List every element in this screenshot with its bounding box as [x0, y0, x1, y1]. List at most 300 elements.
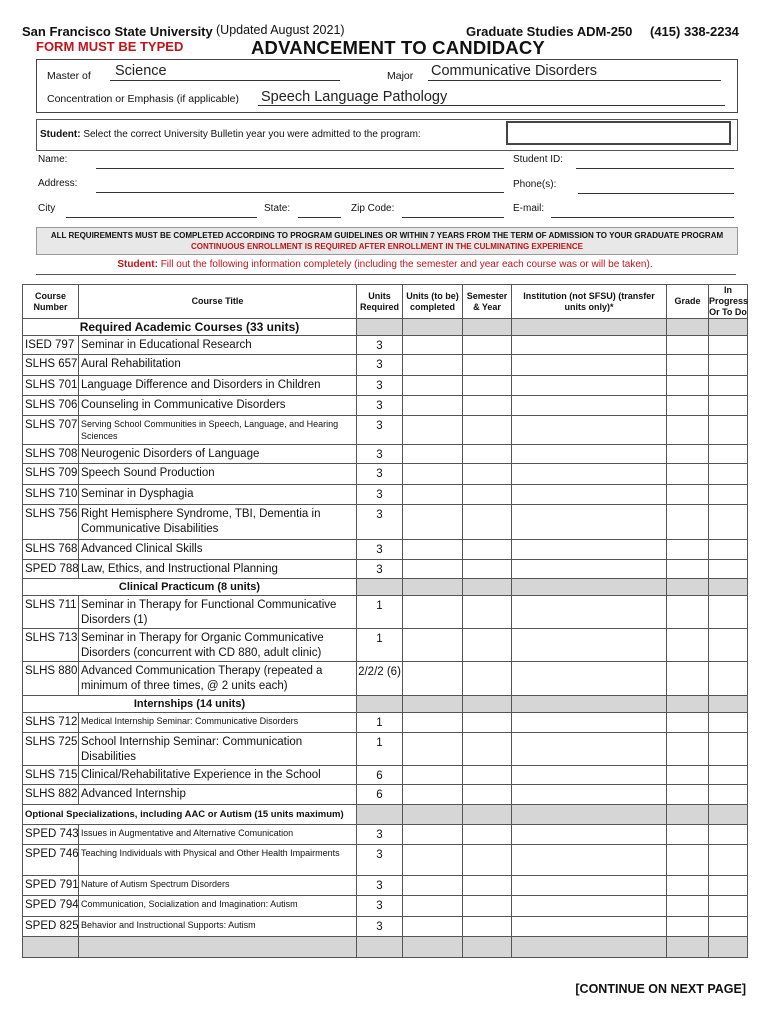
- office-phone: (415) 338-2234: [650, 24, 739, 39]
- units-required: 3: [357, 825, 403, 845]
- form-typed-warning: FORM MUST BE TYPED: [36, 39, 184, 54]
- section-title: Required Academic Courses (33 units): [23, 319, 357, 336]
- course-number: SPED 788: [23, 560, 79, 579]
- bulletin-instruction: [40, 129, 421, 140]
- course-title: Advanced Internship: [79, 785, 357, 805]
- zip-field[interactable]: [402, 202, 504, 218]
- course-title: School Internship Seminar: Communication Disabilities: [79, 733, 357, 766]
- course-row: [23, 733, 748, 766]
- units-completed-cell[interactable]: [403, 785, 463, 805]
- units-completed-cell[interactable]: [403, 845, 463, 876]
- grade-cell[interactable]: [667, 485, 709, 505]
- section-shaded-cell: [403, 579, 463, 596]
- course-row: [23, 376, 748, 396]
- course-number: SPED 746: [23, 845, 79, 876]
- grade-cell[interactable]: [667, 713, 709, 733]
- university-name: San Francisco State University: [22, 24, 213, 39]
- email-label: E-mail:: [513, 203, 545, 214]
- institution-cell[interactable]: [512, 733, 667, 766]
- course-number: SLHS 715: [23, 766, 79, 785]
- course-title: Issues in Augmentative and Alternative Comunication: [79, 825, 357, 845]
- units-completed-cell[interactable]: [403, 336, 463, 355]
- semester-year-cell[interactable]: [463, 629, 512, 662]
- section-shaded-cell: [709, 805, 748, 825]
- concentration-label: Concentration or Emphasis (if applicable): [47, 93, 240, 105]
- fill-text: Fill out the following information completely (including the semester and year each course was or will be taken).: [157, 259, 653, 270]
- state-field[interactable]: [298, 202, 341, 218]
- th-course-number: Course Number: [23, 285, 79, 319]
- course-number: SPED 791: [23, 876, 79, 896]
- in-progress-cell[interactable]: [709, 713, 748, 733]
- course-row: [23, 876, 748, 896]
- units-completed-cell[interactable]: [403, 560, 463, 579]
- in-progress-cell[interactable]: [709, 766, 748, 785]
- city-field[interactable]: [66, 202, 257, 218]
- section-shaded-cell: [403, 319, 463, 336]
- form-code: Graduate Studies ADM-250: [466, 24, 633, 39]
- course-row: [23, 845, 748, 876]
- course-row: [23, 596, 748, 629]
- course-number: SLHS 710: [23, 485, 79, 505]
- units-required: 1: [357, 733, 403, 766]
- semester-year-cell[interactable]: [463, 733, 512, 766]
- in-progress-cell[interactable]: [709, 896, 748, 917]
- form-title: ADVANCEMENT TO CANDIDACY: [251, 37, 545, 58]
- units-required: 3: [357, 505, 403, 540]
- in-progress-cell[interactable]: [709, 540, 748, 560]
- th-in-progress: In Progress Or To Do: [709, 285, 749, 317]
- section-shaded-cell: [357, 319, 403, 336]
- th-semester-year: Semester & Year: [463, 285, 512, 319]
- semester-year-cell[interactable]: [463, 336, 512, 355]
- course-row: [23, 825, 748, 845]
- student-id-label: Student ID:: [513, 154, 564, 165]
- name-field[interactable]: [96, 153, 504, 169]
- course-row: [23, 629, 748, 662]
- institution-cell[interactable]: [512, 416, 667, 445]
- institution-cell[interactable]: [512, 629, 667, 662]
- in-progress-cell[interactable]: [709, 662, 748, 696]
- bulletin-text: Select the correct University Bulletin year you were admitted to the program:: [80, 129, 421, 140]
- units-required: 6: [357, 785, 403, 805]
- institution-cell[interactable]: [512, 485, 667, 505]
- units-required: 3: [357, 416, 403, 445]
- institution-cell[interactable]: [512, 845, 667, 876]
- footer-shaded-cell: [667, 937, 709, 958]
- course-title: Counseling in Communicative Disorders: [79, 396, 357, 416]
- institution-cell[interactable]: [512, 445, 667, 464]
- section-row: [23, 696, 748, 713]
- course-number: SLHS 708: [23, 445, 79, 464]
- units-completed-cell[interactable]: [403, 629, 463, 662]
- semester-year-cell[interactable]: [463, 896, 512, 917]
- major-field[interactable]: [428, 63, 721, 81]
- requirements-notice: [36, 227, 738, 255]
- continue-note: [CONTINUE ON NEXT PAGE]: [575, 982, 746, 996]
- units-required: 3: [357, 560, 403, 579]
- section-shaded-cell: [709, 696, 748, 713]
- in-progress-cell[interactable]: [709, 336, 748, 355]
- section-shaded-cell: [463, 579, 512, 596]
- institution-cell[interactable]: [512, 896, 667, 917]
- course-row: [23, 485, 748, 505]
- in-progress-cell[interactable]: [709, 596, 748, 629]
- grade-cell[interactable]: [667, 845, 709, 876]
- section-row: [23, 319, 748, 336]
- units-required: 3: [357, 376, 403, 396]
- grade-cell[interactable]: [667, 416, 709, 445]
- course-row: [23, 355, 748, 376]
- table-footer-row: [23, 937, 748, 958]
- th-units-completed: Units (to be) completed: [403, 285, 463, 319]
- in-progress-cell[interactable]: [709, 845, 748, 876]
- units-completed-cell[interactable]: [403, 464, 463, 485]
- course-number: SLHS 711: [23, 596, 79, 629]
- semester-year-cell[interactable]: [463, 785, 512, 805]
- course-title: Law, Ethics, and Instructional Planning: [79, 560, 357, 579]
- institution-cell[interactable]: [512, 917, 667, 937]
- grade-cell[interactable]: [667, 560, 709, 579]
- units-completed-cell[interactable]: [403, 825, 463, 845]
- semester-year-cell[interactable]: [463, 713, 512, 733]
- state-label: State:: [264, 203, 291, 214]
- semester-year-cell[interactable]: [463, 416, 512, 445]
- in-progress-cell[interactable]: [709, 825, 748, 845]
- course-title: Seminar in Therapy for Functional Communicative Disorders (1): [79, 596, 357, 629]
- bulletin-prefix: Student:: [40, 129, 81, 140]
- institution-cell[interactable]: [512, 396, 667, 416]
- course-title: Advanced Communication Therapy (repeated a minimum of three times, @ 2 units each): [79, 662, 357, 696]
- city-label: City: [38, 203, 56, 214]
- units-required: 3: [357, 445, 403, 464]
- units-required: 3: [357, 917, 403, 937]
- section-shaded-cell: [357, 805, 403, 825]
- units-completed-cell[interactable]: [403, 876, 463, 896]
- course-number: SLHS 707: [23, 416, 79, 445]
- course-number: SLHS 756: [23, 505, 79, 540]
- phone-label: Phone(s):: [513, 179, 557, 190]
- section-shaded-cell: [667, 579, 709, 596]
- bulletin-year-field[interactable]: [506, 121, 731, 145]
- units-required: 3: [357, 396, 403, 416]
- course-title: Seminar in Educational Research: [79, 336, 357, 355]
- footer-shaded-cell: [403, 937, 463, 958]
- institution-cell[interactable]: [512, 766, 667, 785]
- semester-year-cell[interactable]: [463, 376, 512, 396]
- footer-shaded-cell: [463, 937, 512, 958]
- section-row: [23, 805, 748, 825]
- zip-label: Zip Code:: [351, 203, 395, 214]
- course-title: Neurogenic Disorders of Language: [79, 445, 357, 464]
- grade-cell[interactable]: [667, 896, 709, 917]
- institution-cell[interactable]: [512, 785, 667, 805]
- semester-year-cell[interactable]: [463, 540, 512, 560]
- grade-cell[interactable]: [667, 445, 709, 464]
- section-shaded-cell: [357, 696, 403, 713]
- course-title: Language Difference and Disorders in Children: [79, 376, 357, 396]
- section-shaded-cell: [357, 579, 403, 596]
- master-of-value: Science: [115, 63, 167, 79]
- th-institution: Institution (not SFSU) (transfer units only)*: [512, 285, 667, 319]
- course-row: [23, 540, 748, 560]
- grade-cell[interactable]: [667, 505, 709, 540]
- grade-cell[interactable]: [667, 766, 709, 785]
- grade-cell[interactable]: [667, 917, 709, 937]
- course-row: [23, 336, 748, 355]
- in-progress-cell[interactable]: [709, 464, 748, 485]
- updated-date: (Updated August 2021): [216, 23, 345, 37]
- units-required: 6: [357, 766, 403, 785]
- phone-field[interactable]: [578, 178, 734, 194]
- in-progress-cell[interactable]: [709, 416, 748, 445]
- in-progress-cell[interactable]: [709, 376, 748, 396]
- institution-cell[interactable]: [512, 596, 667, 629]
- semester-year-cell[interactable]: [463, 464, 512, 485]
- address-label: Address:: [38, 178, 78, 189]
- units-completed-cell[interactable]: [403, 733, 463, 766]
- units-completed-cell[interactable]: [403, 917, 463, 937]
- course-number: SLHS 880: [23, 662, 79, 696]
- course-number: SLHS 712: [23, 713, 79, 733]
- grade-cell[interactable]: [667, 355, 709, 376]
- semester-year-cell[interactable]: [463, 662, 512, 696]
- course-title: Aural Rehabilitation: [79, 355, 357, 376]
- units-completed-cell[interactable]: [403, 896, 463, 917]
- institution-cell[interactable]: [512, 662, 667, 696]
- course-row: [23, 766, 748, 785]
- units-completed-cell[interactable]: [403, 416, 463, 445]
- units-completed-cell[interactable]: [403, 766, 463, 785]
- grade-cell[interactable]: [667, 876, 709, 896]
- in-progress-cell[interactable]: [709, 396, 748, 416]
- in-progress-cell[interactable]: [709, 505, 748, 540]
- units-required: 2/2/2 (6): [357, 662, 403, 696]
- footer-shaded-cell: [23, 937, 79, 958]
- course-row: [23, 396, 748, 416]
- in-progress-cell[interactable]: [709, 876, 748, 896]
- grade-cell[interactable]: [667, 464, 709, 485]
- institution-cell[interactable]: [512, 464, 667, 485]
- semester-year-cell[interactable]: [463, 485, 512, 505]
- units-required: 3: [357, 336, 403, 355]
- course-row: [23, 445, 748, 464]
- units-required: 3: [357, 355, 403, 376]
- units-required: 3: [357, 845, 403, 876]
- course-row: [23, 464, 748, 485]
- institution-cell[interactable]: [512, 355, 667, 376]
- semester-year-cell[interactable]: [463, 396, 512, 416]
- units-completed-cell[interactable]: [403, 376, 463, 396]
- footer-shaded-cell: [357, 937, 403, 958]
- in-progress-cell[interactable]: [709, 733, 748, 766]
- semester-year-cell[interactable]: [463, 596, 512, 629]
- course-number: SLHS 657: [23, 355, 79, 376]
- section-shaded-cell: [709, 319, 748, 336]
- notice-line-2: CONTINUOUS ENROLLMENT IS REQUIRED AFTER ENROLLMENT IN THE CULMINATING EXPERIENCE: [190, 242, 583, 251]
- course-row: [23, 785, 748, 805]
- institution-cell[interactable]: [512, 376, 667, 396]
- master-of-field[interactable]: [110, 63, 340, 81]
- units-completed-cell[interactable]: [403, 505, 463, 540]
- course-row: [23, 560, 748, 579]
- section-title: Internships (14 units): [23, 696, 357, 713]
- section-shaded-cell: [512, 696, 667, 713]
- course-title: Communication, Socialization and Imagination: Autism: [79, 896, 357, 917]
- section-shaded-cell: [512, 319, 667, 336]
- semester-year-cell[interactable]: [463, 505, 512, 540]
- section-shaded-cell: [403, 805, 463, 825]
- in-progress-cell[interactable]: [709, 445, 748, 464]
- section-title: Clinical Practicum (8 units): [23, 579, 357, 596]
- course-number: SLHS 701: [23, 376, 79, 396]
- in-progress-cell[interactable]: [709, 485, 748, 505]
- institution-cell[interactable]: [512, 825, 667, 845]
- section-shaded-cell: [667, 319, 709, 336]
- units-required: 3: [357, 540, 403, 560]
- section-shaded-cell: [403, 696, 463, 713]
- grade-cell[interactable]: [667, 540, 709, 560]
- semester-year-cell[interactable]: [463, 876, 512, 896]
- course-row: [23, 662, 748, 696]
- course-row: [23, 896, 748, 917]
- units-required: 3: [357, 896, 403, 917]
- course-number: SLHS 713: [23, 629, 79, 662]
- semester-year-cell[interactable]: [463, 917, 512, 937]
- section-row: [23, 579, 748, 596]
- units-completed-cell[interactable]: [403, 713, 463, 733]
- address-field[interactable]: [96, 177, 504, 193]
- course-number: SLHS 768: [23, 540, 79, 560]
- units-completed-cell[interactable]: [403, 396, 463, 416]
- course-number: SLHS 706: [23, 396, 79, 416]
- fill-prefix: Student:: [117, 259, 158, 270]
- units-completed-cell[interactable]: [403, 445, 463, 464]
- grade-cell[interactable]: [667, 825, 709, 845]
- semester-year-cell[interactable]: [463, 845, 512, 876]
- footer-shaded-cell: [79, 937, 357, 958]
- section-shaded-cell: [709, 579, 748, 596]
- grade-cell[interactable]: [667, 596, 709, 629]
- course-title: Serving School Communities in Speech, Language, and Hearing Sciences: [79, 416, 357, 445]
- institution-cell[interactable]: [512, 876, 667, 896]
- course-row: [23, 917, 748, 937]
- th-grade: Grade: [667, 285, 709, 319]
- units-required: 1: [357, 596, 403, 629]
- course-number: SPED 794: [23, 896, 79, 917]
- section-shaded-cell: [463, 805, 512, 825]
- section-shaded-cell: [512, 579, 667, 596]
- semester-year-cell[interactable]: [463, 825, 512, 845]
- units-completed-cell[interactable]: [403, 662, 463, 696]
- semester-year-cell[interactable]: [463, 766, 512, 785]
- units-completed-cell[interactable]: [403, 596, 463, 629]
- major-label: Major: [387, 70, 414, 82]
- course-title: Speech Sound Production: [79, 464, 357, 485]
- course-table-body: [23, 319, 748, 958]
- course-row: [23, 416, 748, 445]
- units-completed-cell[interactable]: [403, 355, 463, 376]
- institution-cell[interactable]: [512, 336, 667, 355]
- notice-line-1: ALL REQUIREMENTS MUST BE COMPLETED ACCORDING TO PROGRAM GUIDELINES OR WITHIN 7 YEARS FROM THE TERM OF ADMISSION TO YOUR GRADUATE PROGRAM: [50, 231, 724, 240]
- institution-cell[interactable]: [512, 505, 667, 540]
- grade-cell[interactable]: [667, 785, 709, 805]
- in-progress-cell[interactable]: [709, 560, 748, 579]
- in-progress-cell[interactable]: [709, 355, 748, 376]
- section-shaded-cell: [667, 805, 709, 825]
- in-progress-cell[interactable]: [709, 785, 748, 805]
- name-label: Name:: [38, 154, 68, 165]
- course-table: [22, 284, 748, 958]
- student-id-field[interactable]: [576, 153, 734, 169]
- course-number: SLHS 709: [23, 464, 79, 485]
- course-row: [23, 713, 748, 733]
- course-title: Teaching Individuals with Physical and Other Health Impairments: [79, 845, 357, 876]
- units-required: 3: [357, 464, 403, 485]
- units-completed-cell[interactable]: [403, 485, 463, 505]
- course-title: Medical Internship Seminar: Communicative Disorders: [79, 713, 357, 733]
- in-progress-cell[interactable]: [709, 629, 748, 662]
- units-completed-cell[interactable]: [403, 540, 463, 560]
- course-title: Seminar in Therapy for Organic Communicative Disorders (concurrent with CD 880, adult clinic): [79, 629, 357, 662]
- footer-shaded-cell: [512, 937, 667, 958]
- in-progress-cell[interactable]: [709, 917, 748, 937]
- course-title: Behavior and Instructional Supports: Autism: [79, 917, 357, 937]
- section-shaded-cell: [667, 696, 709, 713]
- units-required: 3: [357, 485, 403, 505]
- th-course-title: Course Title: [79, 285, 357, 319]
- concentration-value: Speech Language Pathology: [261, 89, 448, 105]
- course-number: SLHS 725: [23, 733, 79, 766]
- institution-cell[interactable]: [512, 713, 667, 733]
- units-required: 1: [357, 713, 403, 733]
- course-row: [23, 505, 748, 540]
- semester-year-cell[interactable]: [463, 355, 512, 376]
- course-number: SPED 825: [23, 917, 79, 937]
- course-title: Advanced Clinical Skills: [79, 540, 357, 560]
- course-number: SPED 743: [23, 825, 79, 845]
- course-number: SLHS 882: [23, 785, 79, 805]
- grade-cell[interactable]: [667, 629, 709, 662]
- section-shaded-cell: [463, 319, 512, 336]
- grade-cell[interactable]: [667, 396, 709, 416]
- units-required: 1: [357, 629, 403, 662]
- course-number: ISED 797: [23, 336, 79, 355]
- fill-instructions: [0, 259, 770, 270]
- course-title: Seminar in Dysphagia: [79, 485, 357, 505]
- course-title: Right Hemisphere Syndrome, TBI, Dementia in Communicative Disabilities: [79, 505, 357, 540]
- grade-cell[interactable]: [667, 336, 709, 355]
- th-units-required: Units Required: [357, 285, 403, 319]
- master-of-label: Master of: [47, 70, 91, 82]
- concentration-field[interactable]: [258, 89, 725, 106]
- semester-year-cell[interactable]: [463, 560, 512, 579]
- table-header-row: [23, 285, 748, 319]
- semester-year-cell[interactable]: [463, 445, 512, 464]
- grade-cell[interactable]: [667, 376, 709, 396]
- course-title: Clinical/Rehabilitative Experience in the School: [79, 766, 357, 785]
- institution-cell[interactable]: [512, 560, 667, 579]
- course-title: Nature of Autism Spectrum Disorders: [79, 876, 357, 896]
- institution-cell[interactable]: [512, 540, 667, 560]
- units-required: 3: [357, 876, 403, 896]
- email-field[interactable]: [551, 202, 734, 218]
- divider: [36, 274, 736, 275]
- footer-shaded-cell: [709, 937, 748, 958]
- grade-cell[interactable]: [667, 662, 709, 696]
- section-shaded-cell: [512, 805, 667, 825]
- section-title: Optional Specializations, including AAC or Autism (15 units maximum): [23, 805, 357, 825]
- grade-cell[interactable]: [667, 733, 709, 766]
